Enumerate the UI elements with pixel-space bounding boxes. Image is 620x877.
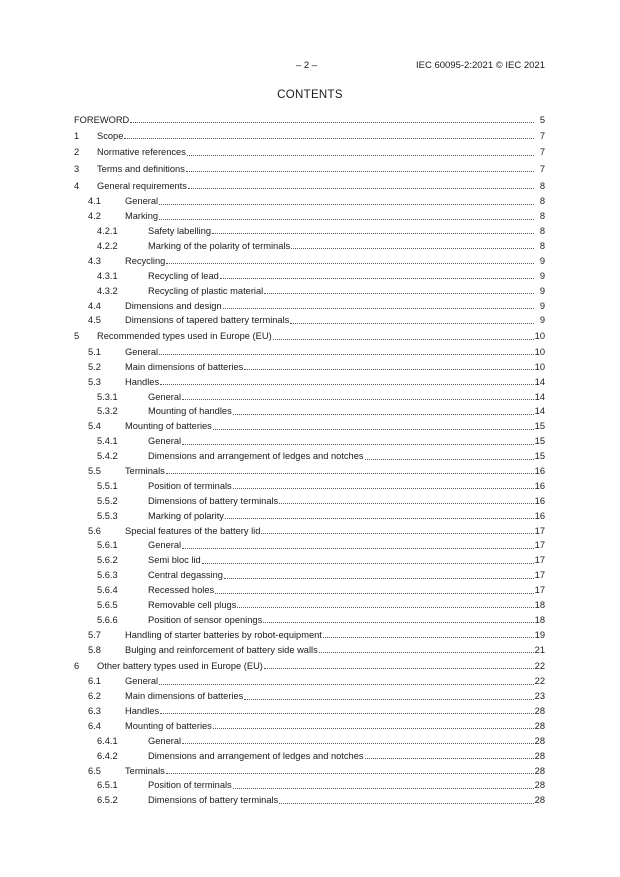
- toc-entry[interactable]: [74, 194, 545, 209]
- toc-entry-page: 17: [534, 570, 545, 581]
- dot-leader: [264, 286, 534, 294]
- dot-leader: [365, 751, 534, 759]
- toc-entry-page: 7: [539, 130, 545, 141]
- dot-leader: [244, 362, 533, 370]
- toc-entry[interactable]: [74, 419, 545, 434]
- toc-entry-title: Dimensions of battery terminals: [148, 795, 279, 806]
- toc-entry-title: Terminals: [125, 765, 165, 776]
- toc-entry-title: General: [125, 346, 159, 357]
- toc-entry-title: General: [148, 735, 182, 746]
- toc-entry-number: 5.2: [88, 361, 101, 372]
- toc-entry-title: Dimensions of battery terminals: [148, 495, 279, 506]
- dot-leader: [159, 197, 534, 205]
- toc-entry-title: Recycling of lead: [148, 270, 219, 281]
- toc-entry[interactable]: [74, 734, 545, 749]
- dot-leader: [159, 347, 534, 355]
- toc-entry-page: 28: [534, 780, 545, 791]
- toc-entry-title: Handles: [125, 376, 160, 387]
- toc-entry-number: 4: [74, 180, 80, 191]
- toc-entry-number: 6.5.1: [97, 780, 118, 791]
- toc-entry-number: 5.4.1: [97, 436, 118, 447]
- toc-entry-number: 3: [74, 164, 80, 175]
- toc-entry-number: 5.6.2: [97, 555, 118, 566]
- dot-leader: [223, 301, 534, 309]
- toc-entry[interactable]: [74, 479, 545, 494]
- toc-entry[interactable]: [74, 538, 545, 553]
- dot-leader: [182, 392, 534, 400]
- toc-entry-number: 4.2: [88, 211, 101, 222]
- toc-entry-number: 5.6.4: [97, 585, 118, 596]
- toc-entry-page: 8: [539, 240, 545, 251]
- toc-entry-page: 10: [534, 346, 545, 357]
- toc-entry-page: 22: [534, 676, 545, 687]
- toc-entry-title: Dimensions and arrangement of ledges and notches: [148, 451, 364, 462]
- toc-entry[interactable]: [74, 509, 545, 524]
- toc-entry-title: Marking of the polarity of terminals: [148, 240, 291, 251]
- toc-entry-title: Position of terminals: [148, 780, 232, 791]
- toc-entry[interactable]: [74, 613, 545, 628]
- dot-leader: [263, 615, 533, 623]
- dot-leader: [130, 115, 534, 123]
- toc-entry-page: 16: [534, 480, 545, 491]
- toc-entry[interactable]: [74, 598, 545, 613]
- toc-entry-title: General requirements: [97, 180, 187, 191]
- toc-entry-number: 5.5.1: [97, 480, 118, 491]
- toc-entry[interactable]: [74, 161, 545, 178]
- toc-entry-page: 10: [534, 331, 545, 342]
- toc-entry[interactable]: [74, 360, 545, 375]
- toc-entry-number: 5.4.2: [97, 451, 118, 462]
- toc-entry[interactable]: [74, 628, 545, 643]
- toc-entry-page: 28: [534, 765, 545, 776]
- toc-entry-title: Mounting of batteries: [125, 720, 212, 731]
- toc-entry-page: 14: [534, 391, 545, 402]
- toc-entry-number: 5.1: [88, 346, 101, 357]
- toc-entry-title: Other battery types used in Europe (EU): [97, 660, 263, 671]
- dot-leader: [160, 706, 534, 714]
- dot-leader: [224, 571, 534, 579]
- toc-entry[interactable]: [74, 209, 545, 224]
- toc-entry-number: 6: [74, 660, 80, 671]
- toc-entry-page: 15: [534, 436, 545, 447]
- dot-leader: [323, 630, 534, 638]
- toc-entry-number: 5.5.3: [97, 510, 118, 521]
- toc-entry[interactable]: [74, 254, 545, 269]
- toc-entry-page: 18: [534, 600, 545, 611]
- toc-entry-title: Semi bloc lid: [148, 555, 201, 566]
- toc-entry[interactable]: [74, 749, 545, 764]
- toc-entry-number: 6.5.2: [97, 795, 118, 806]
- toc-entry[interactable]: [74, 178, 545, 195]
- toc-entry-page: 18: [534, 614, 545, 625]
- toc-entry-title: Recycling of plastic material: [148, 285, 264, 296]
- toc-entry-page: 7: [539, 164, 545, 175]
- toc-entry-title: Recommended types used in Europe (EU): [97, 331, 272, 342]
- toc-entry-title: Special features of the battery lid: [125, 525, 261, 536]
- toc-entry-number: 5.7: [88, 629, 101, 640]
- dot-leader: [365, 452, 534, 460]
- toc-entry-title: Marking of polarity: [148, 510, 224, 521]
- dot-leader: [166, 466, 534, 474]
- toc-entry[interactable]: [74, 524, 545, 539]
- toc-entry-title: General: [148, 540, 182, 551]
- toc-entry-title: General: [148, 436, 182, 447]
- toc-entry-title: Mounting of batteries: [125, 421, 212, 432]
- toc-entry-number: 4.1: [88, 196, 101, 207]
- dot-leader: [213, 721, 534, 729]
- toc-entry-number: 4.3.2: [97, 285, 118, 296]
- toc-entry-page: 17: [534, 585, 545, 596]
- dot-leader: [291, 241, 534, 249]
- toc-entry-page: 16: [534, 495, 545, 506]
- toc-entry-title: Removable cell plugs: [148, 600, 237, 611]
- toc-entry-number: 2: [74, 147, 80, 158]
- toc-entry[interactable]: [74, 224, 545, 239]
- toc-entry-page: 15: [534, 421, 545, 432]
- toc-entry-title: General: [148, 391, 182, 402]
- dot-leader: [160, 377, 534, 385]
- dot-leader: [124, 131, 534, 139]
- toc-entry-title: Main dimensions of batteries: [125, 691, 244, 702]
- toc-entry[interactable]: [74, 239, 545, 254]
- toc-entry[interactable]: [74, 583, 545, 598]
- toc-entry-number: 4.2.1: [97, 226, 118, 237]
- toc-entry-page: 17: [534, 540, 545, 551]
- toc-entry-number: 5.3.2: [97, 406, 118, 417]
- toc-entry-page: 9: [539, 255, 545, 266]
- dot-leader: [187, 148, 534, 156]
- toc-entry[interactable]: [74, 284, 545, 299]
- toc-entry-title: General: [125, 676, 159, 687]
- toc-entry-page: 9: [539, 285, 545, 296]
- dot-leader: [244, 692, 533, 700]
- dot-leader: [182, 736, 534, 744]
- dot-leader: [182, 541, 534, 549]
- toc-entry[interactable]: [74, 719, 545, 734]
- toc-entry[interactable]: [74, 689, 545, 704]
- toc-entry-number: 6.4: [88, 720, 101, 731]
- toc-entry-page: 16: [534, 466, 545, 476]
- toc-entry-number: 5: [74, 331, 80, 342]
- dot-leader: [264, 661, 534, 669]
- dot-leader: [220, 271, 534, 279]
- dot-leader: [202, 556, 534, 564]
- toc-entry-number: 4.2.2: [97, 240, 118, 251]
- dot-leader: [290, 316, 534, 324]
- toc-entry-number: 5.6.6: [97, 614, 118, 625]
- toc-entry[interactable]: [74, 568, 545, 583]
- page-number: – 2 –: [296, 60, 318, 71]
- page-title: CONTENTS: [277, 89, 343, 101]
- dot-leader: [188, 181, 534, 189]
- toc-entry-number: 6.4.2: [97, 750, 118, 761]
- toc-entry-number: 4.4: [88, 300, 101, 311]
- toc-entry[interactable]: [74, 313, 545, 328]
- toc-entry-page: 28: [534, 720, 545, 731]
- toc-entry-title: Mounting of handles: [148, 406, 232, 417]
- toc-entry[interactable]: [74, 345, 545, 360]
- toc-entry-number: 1: [74, 130, 80, 141]
- dot-leader: [166, 256, 534, 264]
- toc-entry[interactable]: [74, 778, 545, 793]
- toc-entry[interactable]: [74, 434, 545, 449]
- toc-entry-title: General: [125, 196, 159, 207]
- toc-entry-title: Scope: [97, 130, 124, 141]
- dot-leader: [261, 526, 533, 534]
- toc-entry-title: Recycling: [125, 255, 166, 266]
- dot-leader: [279, 796, 533, 804]
- toc-entry-page: 28: [534, 750, 545, 761]
- toc-entry-page: 16: [534, 510, 545, 521]
- dot-leader: [279, 496, 533, 504]
- toc-entry-page: 10: [534, 361, 545, 372]
- toc-entry-number: 5.8: [88, 644, 101, 655]
- toc-entry-page: 28: [534, 795, 545, 806]
- dot-leader: [159, 212, 534, 220]
- toc-entry-number: 5.4: [88, 421, 101, 432]
- toc-entry-number: 5.6: [88, 525, 101, 536]
- dot-leader: [182, 437, 534, 445]
- toc-entry-number: 5.3.1: [97, 391, 118, 402]
- toc-entry-page: 9: [539, 300, 545, 311]
- dot-leader: [233, 481, 534, 489]
- toc-entry-page: 8: [539, 180, 545, 191]
- toc-entry[interactable]: [74, 269, 545, 284]
- toc-entry-title: Position of sensor openings: [148, 614, 263, 625]
- toc-entry-title: Dimensions of tapered battery terminals: [125, 315, 290, 326]
- toc-entry-page: 9: [539, 270, 545, 281]
- toc-entry-title: Terms and definitions: [97, 164, 185, 175]
- toc-entry-number: 5.6.5: [97, 600, 118, 611]
- toc-entry-page: 21: [534, 644, 545, 655]
- toc-entry-page: 8: [539, 211, 545, 222]
- toc-entry[interactable]: [74, 764, 545, 779]
- toc-entry-title: Marking: [125, 211, 159, 222]
- toc-entry[interactable]: [74, 128, 545, 145]
- toc-entry[interactable]: [74, 328, 545, 345]
- toc-entry-page: 17: [534, 525, 545, 536]
- toc-entry-title: Position of terminals: [148, 480, 232, 491]
- toc-entry-title: Recessed holes: [148, 585, 215, 596]
- dot-leader: [237, 600, 533, 608]
- toc-entry-number: 5.6.1: [97, 540, 118, 551]
- table-of-contents: [74, 113, 545, 808]
- toc-entry-page: 14: [534, 376, 545, 387]
- toc-entry[interactable]: [74, 390, 545, 405]
- dot-leader: [233, 781, 534, 789]
- toc-entry-title: Bulging and reinforcement of battery side walls: [125, 644, 318, 655]
- toc-entry[interactable]: [74, 144, 545, 161]
- toc-entry-page: 28: [534, 735, 545, 746]
- toc-entry-title: Dimensions and design: [125, 300, 222, 311]
- dot-leader: [166, 766, 534, 774]
- toc-entry-number: 5.5.2: [97, 495, 118, 506]
- toc-entry[interactable]: [74, 553, 545, 568]
- dot-leader: [233, 407, 534, 415]
- toc-entry[interactable]: [74, 404, 545, 419]
- toc-entry-page: 5: [539, 115, 545, 125]
- toc-entry-number: 5.3: [88, 376, 101, 387]
- dot-leader: [215, 586, 534, 594]
- toc-entry-page: 14: [534, 406, 545, 417]
- toc-entry[interactable]: [74, 793, 545, 808]
- dot-leader: [273, 332, 534, 340]
- toc-entry-number: 5.5: [88, 466, 101, 476]
- toc-entry-title: Handling of starter batteries by robot-equipment: [125, 629, 322, 640]
- toc-entry-page: 7: [539, 147, 545, 158]
- page-header: [0, 60, 620, 74]
- toc-entry[interactable]: [74, 464, 545, 479]
- toc-entry-title: Central degassing: [148, 570, 223, 581]
- toc-entry-number: 6.2: [88, 691, 101, 702]
- standard-reference: IEC 60095-2:2021 © IEC 2021: [415, 60, 545, 71]
- toc-entry-title: Main dimensions of batteries: [125, 361, 244, 372]
- toc-entry-title: FOREWORD: [74, 115, 130, 125]
- toc-entry-page: 8: [539, 196, 545, 207]
- dot-leader: [319, 645, 534, 653]
- toc-entry[interactable]: [74, 674, 545, 689]
- toc-entry[interactable]: [74, 643, 545, 658]
- toc-entry-number: 6.4.1: [97, 735, 118, 746]
- toc-entry-title: Handles: [125, 705, 160, 716]
- toc-entry-number: 5.6.3: [97, 570, 118, 581]
- dot-leader: [186, 164, 534, 172]
- toc-entry-page: 28: [534, 705, 545, 716]
- toc-entry-title: Normative references: [97, 147, 186, 158]
- dot-leader: [212, 226, 534, 234]
- toc-entry[interactable]: [74, 658, 545, 675]
- toc-entry-page: 23: [534, 691, 545, 702]
- toc-entry-number: 4.3.1: [97, 270, 118, 281]
- toc-entry[interactable]: [74, 449, 545, 464]
- dot-leader: [225, 511, 534, 519]
- dot-leader: [213, 422, 534, 430]
- toc-entry-title: Safety labelling: [148, 226, 212, 237]
- toc-entry[interactable]: [74, 494, 545, 509]
- toc-entry-page: 22: [534, 660, 545, 671]
- toc-entry-page: 15: [534, 451, 545, 462]
- toc-entry-title: Dimensions and arrangement of ledges and notches: [148, 750, 364, 761]
- toc-entry-page: 9: [539, 315, 545, 326]
- toc-entry-number: 6.5: [88, 765, 101, 776]
- toc-entry-number: 4.5: [88, 315, 101, 326]
- dot-leader: [159, 677, 534, 685]
- toc-entry[interactable]: [74, 299, 545, 314]
- toc-entry-title: Terminals: [125, 466, 165, 476]
- toc-entry[interactable]: [74, 375, 545, 390]
- toc-entry-number: 6.3: [88, 705, 101, 716]
- toc-entry[interactable]: [74, 704, 545, 719]
- toc-entry[interactable]: [74, 113, 545, 128]
- toc-entry-number: 4.3: [88, 255, 101, 266]
- toc-entry-number: 6.1: [88, 676, 101, 687]
- toc-entry-page: 8: [539, 226, 545, 237]
- toc-entry-page: 19: [534, 629, 545, 640]
- toc-entry-page: 17: [534, 555, 545, 566]
